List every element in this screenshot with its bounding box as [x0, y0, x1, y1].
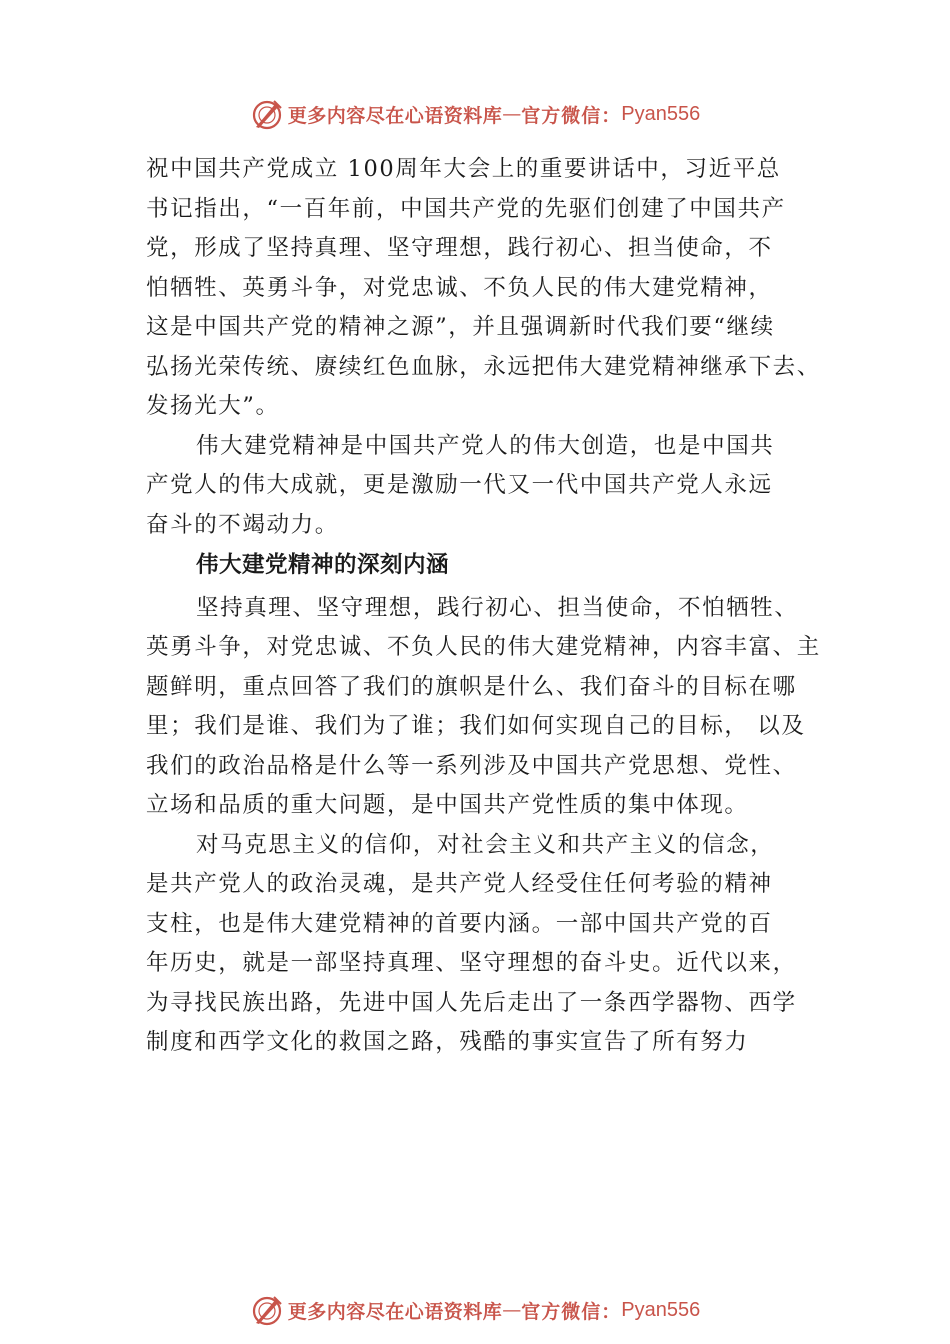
quill-pen-seal-icon [250, 97, 284, 131]
text-line: 支柱，也是伟大建党精神的首要内涵。一部中国共产党的百 [146, 911, 773, 937]
header-banner [0, 94, 950, 134]
text-line: 这是中国共产党的精神之源”，并且强调新时代我们要“继续 [146, 314, 775, 340]
text-line: 弘扬光荣传统、赓续红色血脉，永远把伟大建党精神继承下去、 [146, 354, 821, 380]
text-line: 党，形成了坚持真理、坚守理想，践行初心、担当使命，不 [146, 235, 773, 261]
footer-banner [0, 1290, 950, 1330]
banner-separator: — [502, 1299, 522, 1321]
text-line: 为寻找民族出路，先进中国人先后走出了一条西学器物、西学 [146, 990, 797, 1016]
banner-wechat-id: Pyan556 [621, 1298, 701, 1321]
banner-wechat-label: 官方微信： [521, 1300, 622, 1323]
text-line: 祝中国共产党成立 100周年大会上的重要讲话中，习近平总 [146, 156, 781, 182]
text-line: 伟大建党精神是中国共产党人的伟大创造，也是中国共 [196, 433, 775, 459]
text-line: 英勇斗争，对党忠诚、不负人民的伟大建党精神，内容丰富、主 [146, 634, 821, 660]
text-line: 制度和西学文化的救国之路，残酷的事实宣告了所有努力 [146, 1029, 749, 1055]
text-line: 年历史，就是一部坚持真理、坚守理想的奋斗史。近代以来， [146, 950, 797, 976]
text-line: 坚持真理、坚守理想，践行初心、担当使命，不怕牺牲、 [196, 595, 799, 621]
text-line: 我们的政治品格是什么等一系列涉及中国共产党思想、党性、 [146, 753, 797, 779]
banner-text: 更多内容尽在心语资料库 [287, 104, 503, 127]
text-line: 对马克思主义的信仰，对社会主义和共产主义的信念， [196, 832, 775, 858]
text-line: 立场和品质的重大问题，是中国共产党性质的集中体现。 [146, 792, 749, 818]
quill-pen-seal-icon [250, 1293, 284, 1327]
banner-text: 更多内容尽在心语资料库 [287, 1300, 503, 1323]
banner-wechat-id: Pyan556 [621, 102, 701, 125]
text-line: 里；我们是谁、我们为了谁；我们如何实现自己的目标， 以及 [146, 713, 806, 739]
text-line: 产党人的伟大成就，更是激励一代又一代中国共产党人永远 [146, 472, 773, 498]
banner-separator: — [502, 103, 522, 125]
text-line: 题鲜明，重点回答了我们的旗帜是什么、我们奋斗的目标在哪 [146, 674, 797, 700]
text-line: 怕牺牲、英勇斗争，对党忠诚、不负人民的伟大建党精神， [146, 275, 773, 301]
text-line: 奋斗的不竭动力。 [146, 512, 339, 538]
section-heading: 伟大建党精神的深刻内涵 [196, 552, 450, 578]
banner-wechat-label: 官方微信： [521, 104, 622, 127]
text-line: 发扬光大”。 [146, 393, 280, 419]
text-line: 是共产党人的政治灵魂，是共产党人经受住任何考验的精神 [146, 871, 773, 897]
text-line: 书记指出，“一百年前，中国共产党的先驱们创建了中国共产 [146, 196, 786, 222]
